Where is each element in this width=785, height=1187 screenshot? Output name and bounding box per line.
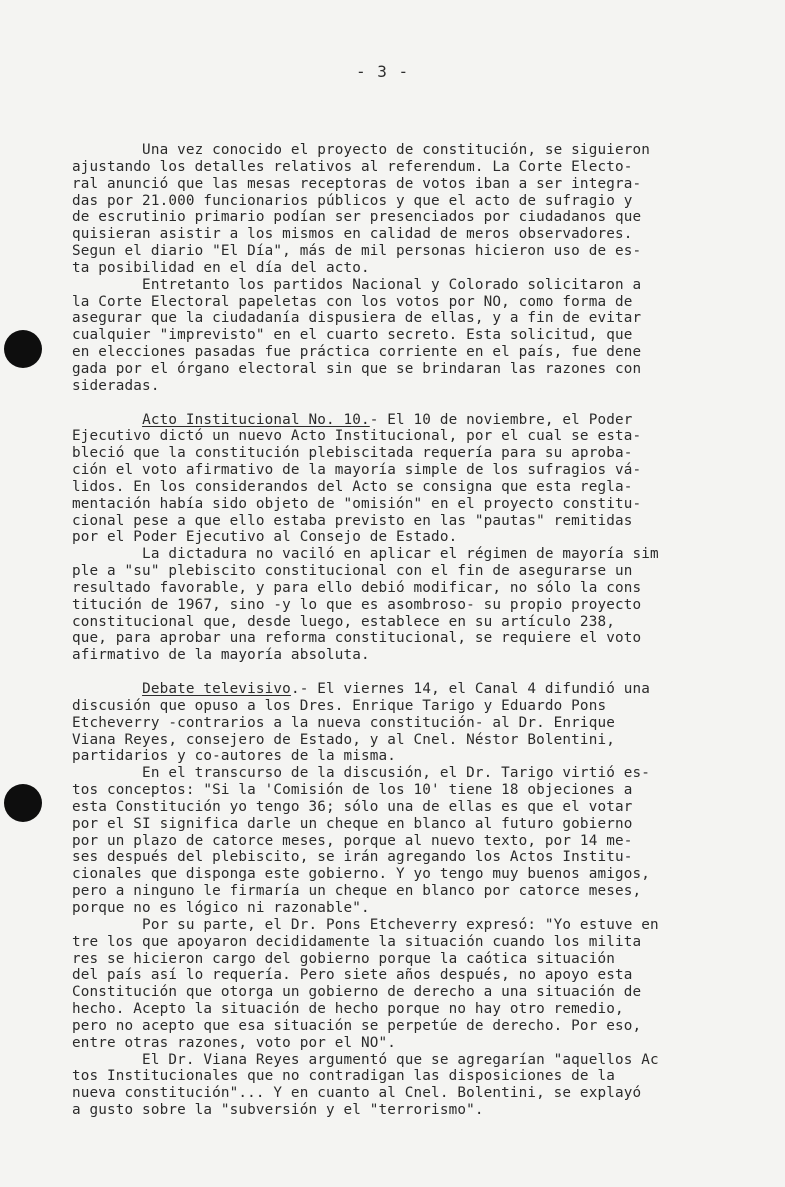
text-line: esta Constitución yo tengo 36; sólo una de ellas es que el votar xyxy=(72,798,633,815)
paragraph xyxy=(72,277,732,395)
text-line: resultado favorable, y para ello debió modificar, no sólo la cons xyxy=(72,579,642,596)
text-line: por el SI significa darle un cheque en blanco al futuro gobierno xyxy=(72,815,633,832)
paragraph xyxy=(72,142,732,277)
text-line: Constitución que otorga un gobierno de derecho a una situación de xyxy=(72,984,642,1001)
text-line: discusión que opuso a los Dres. Enrique Tarigo y Eduardo Pons xyxy=(72,697,607,714)
text-line: res se hicieron cargo del gobierno porque la caótica situación xyxy=(72,950,615,967)
text-line: cionales que disponga este gobierno. Y yo tengo muy buenos amigos, xyxy=(72,866,650,883)
section-heading-line xyxy=(72,412,732,429)
text-line: titución de 1967, sino -y lo que es asombroso- su propio proyecto xyxy=(72,596,642,613)
text-line: hecho. Acepto la situación de hecho porque no hay otro remedio, xyxy=(72,1001,624,1018)
text-line: ple a "su" plebiscito constitucional con el fin de asegurarse un xyxy=(72,563,633,580)
paragraph xyxy=(72,1052,732,1119)
text-line: pero no acepto que esa situación se perpetúe de derecho. Por eso, xyxy=(72,1017,642,1034)
text-line: En el transcurso de la discusión, el Dr. Tarigo virtió es- xyxy=(72,765,650,782)
text-line: Segun el diario "El Día", más de mil personas hicieron uso de es- xyxy=(72,243,642,260)
text-line: ral anunció que las mesas receptoras de votos iban a ser integra- xyxy=(72,175,642,192)
text-line: Entretanto los partidos Nacional y Colorado solicitaron a xyxy=(72,276,642,293)
text-line: pero a ninguno le firmaría un cheque en blanco por catorce meses, xyxy=(72,883,642,900)
punch-hole-top xyxy=(4,330,42,368)
text-line: afirmativo de la mayoría absoluta. xyxy=(72,647,370,664)
text-line: cional pese a que ello estaba previsto en las "pautas" remitidas xyxy=(72,512,633,529)
paragraph-gap xyxy=(72,664,732,681)
paragraph-gap xyxy=(72,395,732,412)
text-line: a gusto sobre la "subversión y el "terrorismo". xyxy=(72,1102,484,1119)
heading-line-text: .- El viernes 14, el Canal 4 difundió una xyxy=(290,681,651,697)
text-line: Una vez conocido el proyecto de constitución, se siguieron xyxy=(72,142,650,158)
section-heading: Acto Institucional No. 10. xyxy=(142,411,370,428)
text-line: quisieran asistir a los mismos en calidad de meros observadores. xyxy=(72,226,633,243)
text-line: Etcheverry -contrarios a la nueva constitución- al Dr. Enrique xyxy=(72,714,615,731)
text-line: por el Poder Ejecutivo al Consejo de Estado. xyxy=(72,529,458,546)
text-line: Ejecutivo dictó un nuevo Acto Institucional, por el cual se esta- xyxy=(72,428,642,445)
text-line: nueva constitución"... Y en cuanto al Cnel. Bolentini, se explayó xyxy=(72,1085,642,1102)
text-line: La dictadura no vaciló en aplicar el régimen de mayoría sim xyxy=(72,546,659,563)
heading-indent xyxy=(72,412,142,428)
paragraph xyxy=(72,917,732,1052)
text-line: del país así lo requería. Pero siete años después, no apoyo esta xyxy=(72,967,633,984)
text-line: mentación había sido objeto de "omisión" en el proyecto constitu- xyxy=(72,495,642,512)
text-line: de escrutinio primario podían ser presenciados por ciudadanos que xyxy=(72,209,642,226)
text-line: tos Institucionales que no contradigan las disposiciones de la xyxy=(72,1068,615,1085)
text-line: por un plazo de catorce meses, porque al nuevo texto, por 14 me- xyxy=(72,832,633,849)
section-heading-line xyxy=(72,681,732,698)
text-line: tre los que apoyaron decididamente la situación cuando los milita xyxy=(72,933,642,950)
text-line: la Corte Electoral papeletas con los votos por NO, como forma de xyxy=(72,293,633,310)
text-line: Viana Reyes, consejero de Estado, y al Cnel. Néstor Bolentini, xyxy=(72,731,615,748)
paragraph xyxy=(72,765,732,917)
text-line: Por su parte, el Dr. Pons Etcheverry expresó: "Yo estuve en xyxy=(72,916,659,933)
text-line: bleció que la constitución plebiscitada requería para su aproba- xyxy=(72,445,633,462)
paragraph xyxy=(72,681,732,765)
text-line: El Dr. Viana Reyes argumentó que se agregarían "aquellos Ac xyxy=(72,1051,659,1068)
heading-line-text: - El 10 de noviembre, el Poder xyxy=(369,411,633,428)
text-line: entre otras razones, voto por el NO". xyxy=(72,1034,397,1051)
text-line: cualquier "imprevisto" en el cuarto secreto. Esta solicitud, que xyxy=(72,327,633,344)
text-line: en elecciones pasadas fue práctica corriente en el país, fue dene xyxy=(72,344,642,361)
text-line: ción el voto afirmativo de la mayoría simple de los sufragios vá- xyxy=(72,462,642,479)
text-line: ses después del plebiscito, se irán agregando los Actos Institu- xyxy=(72,849,633,866)
text-line: partidarios y co-autores de la misma. xyxy=(72,748,397,765)
paragraph xyxy=(72,546,732,664)
text-line: ta posibilidad en el día del acto. xyxy=(72,259,370,276)
page-number: - 3 - xyxy=(356,62,410,81)
document-body xyxy=(72,142,732,1119)
text-line: constitucional que, desde luego, establece en su artículo 238, xyxy=(72,613,615,630)
text-line: tos conceptos: "Si la 'Comisión de los 10' tiene 18 objeciones a xyxy=(72,782,633,799)
section-heading: Debate televisivo xyxy=(142,681,291,697)
text-line: asegurar que la ciudadanía dispusiera de ellas, y a fin de evitar xyxy=(72,310,642,327)
heading-indent xyxy=(72,681,142,697)
text-line: lidos. En los considerandos del Acto se consigna que esta regla- xyxy=(72,478,633,495)
text-line: que, para aprobar una reforma constitucional, se requiere el voto xyxy=(72,630,642,647)
text-line: porque no es lógico ni razonable". xyxy=(72,899,370,916)
text-line: das por 21.000 funcionarios públicos y que el acto de sufragio y xyxy=(72,192,633,209)
punch-hole-bottom xyxy=(4,784,42,822)
paragraph xyxy=(72,412,732,547)
text-line: gada por el órgano electoral sin que se brindaran las razones con xyxy=(72,360,642,377)
text-line: sideradas. xyxy=(72,377,160,394)
text-line: ajustando los detalles relativos al referendum. La Corte Electo- xyxy=(72,158,633,175)
